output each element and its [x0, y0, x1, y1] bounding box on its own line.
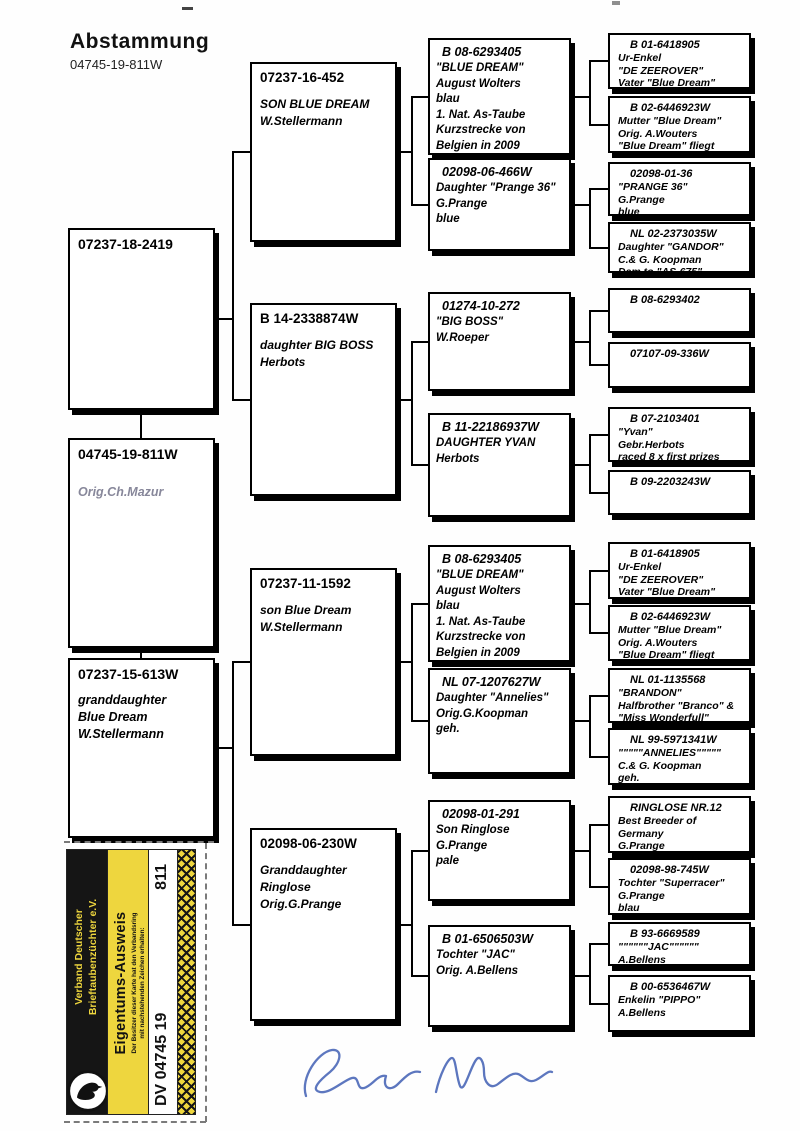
- pedigree-box-details: [610, 941, 749, 966]
- pedigree-box-details: [430, 568, 569, 661]
- pedigree-text-line: Vater "Blue Dream": [618, 77, 716, 89]
- pedigree-box-g4-5: [608, 288, 751, 333]
- pedigree-box-details: [610, 115, 749, 153]
- pedigree-text-line: Kurzstrecke von: [436, 631, 526, 643]
- connector-line: [412, 603, 428, 605]
- ring-number: NL 99-5971341W: [630, 734, 717, 746]
- ring-number: 02098-01-36: [630, 168, 693, 180]
- pedigree-text-line: A.Bellens: [618, 953, 666, 966]
- pedigree-box-details: [610, 181, 749, 219]
- card-ring-panel: [149, 850, 177, 1114]
- pedigree-text-line: Orig. A.Wouters: [618, 636, 698, 649]
- pedigree-box-g3-7: [428, 800, 571, 901]
- pedigree-text-line: "PRANGE 36": [618, 181, 688, 193]
- pedigree-box-g2-2: [250, 303, 397, 496]
- ring-number: B 01-6506503W: [442, 932, 534, 946]
- pedigree-box-g4-15: [608, 922, 751, 966]
- pedigree-box-g3-6: [428, 668, 571, 774]
- pedigree-text-line: Mutter "Blue Dream": [618, 115, 722, 127]
- pedigree-text-line: """"""JAC"""""": [618, 941, 699, 953]
- connector-line: [232, 151, 234, 401]
- connector-line: [412, 720, 428, 722]
- connector-line: [411, 603, 413, 722]
- ring-number: 01274-10-272: [442, 299, 520, 313]
- connector-line: [233, 151, 250, 153]
- connector-line: [590, 124, 608, 126]
- card-title-panel: [107, 850, 149, 1114]
- connector-line: [411, 96, 413, 206]
- pedigree-box-g3-1: [428, 38, 571, 155]
- pedigree-box-details: [252, 862, 395, 913]
- pedigree-text-line: daughter BIG BOSS: [260, 338, 374, 352]
- pedigree-box-g4-4: [608, 222, 751, 278]
- pedigree-box-g3-4: [428, 413, 571, 517]
- pedigree-box-g4-8: [608, 470, 751, 515]
- connector-line: [411, 850, 413, 977]
- connector-line: [590, 364, 608, 366]
- pedigree-text-line: Ur-Enkel: [618, 52, 662, 64]
- connector-line: [233, 399, 250, 401]
- connector-line: [590, 632, 608, 634]
- pedigree-box-details: [610, 241, 749, 279]
- ring-number: 07107-09-336W: [630, 348, 709, 360]
- connector-line: [571, 603, 590, 605]
- connector-line: [412, 975, 428, 977]
- connector-line: [571, 464, 590, 466]
- pedigree-text-line: August Wolters: [436, 584, 521, 597]
- ring-number: 07237-11-1592: [260, 576, 351, 591]
- connector-line: [140, 648, 142, 658]
- pedigree-text-line: A.Bellens: [618, 1006, 666, 1019]
- ring-number: NL 02-2373035W: [630, 228, 717, 240]
- pedigree-text-line: Gebr.Herbots: [618, 438, 685, 451]
- ring-number: B 08-6293405: [442, 45, 522, 59]
- pedigree-box-g2-1: [250, 62, 397, 242]
- ring-number: 02098-01-291: [442, 807, 520, 821]
- pedigree-box-g4-2: [608, 96, 751, 153]
- pedigree-box-details: [610, 426, 749, 464]
- ring-number: 07237-15-613W: [78, 666, 179, 682]
- card-title: Eigentums-Ausweis: [113, 911, 129, 1055]
- connector-line: [590, 247, 608, 249]
- connector-line: [140, 410, 142, 438]
- ring-number: B 01-6418905: [630, 39, 700, 51]
- ring-number: NL 07-1207627W: [442, 675, 541, 689]
- ring-number: B 00-6536467W: [630, 981, 711, 993]
- pedigree-box-g4-7: [608, 407, 751, 462]
- connector-line: [590, 60, 608, 62]
- pedigree-text-line: "DE ZEEROVER": [618, 64, 704, 77]
- pedigree-text-line: "BLUE DREAM": [436, 569, 524, 581]
- pedigree-box-details: [430, 691, 569, 738]
- pedigree-text-line: Herbots: [260, 355, 306, 369]
- perforation-right: [205, 843, 207, 1122]
- pedigree-text-line: Orig. A.Wouters: [618, 127, 698, 140]
- pedigree-box-details: [610, 815, 749, 853]
- connector-line: [589, 570, 591, 634]
- pedigree-box-g4-13: [608, 796, 751, 853]
- pedigree-text-line: "Yvan": [618, 426, 653, 438]
- pedigree-text-line: """""ANNELIES""""": [618, 747, 721, 759]
- pedigree-box-g2-4: [250, 828, 397, 1021]
- connector-line: [590, 886, 608, 888]
- ring-number: RINGLOSE NR.12: [630, 802, 722, 814]
- pedigree-text-line: blau: [618, 902, 640, 914]
- pedigree-text-line: Ringlose: [260, 880, 311, 894]
- ring-number: 02098-98-745W: [630, 864, 709, 876]
- pedigree-text-line: G.Prange: [618, 889, 665, 902]
- ring-number: B 02-6446923W: [630, 611, 711, 623]
- signature-stroke-first-name: [305, 1050, 420, 1096]
- pedigree-text-line: blau: [436, 600, 460, 612]
- pedigree-text-line: 1. Nat. As-Taube: [436, 108, 526, 121]
- ring-number: B 93-6669589: [630, 928, 700, 940]
- ring-number-suffix: 811: [153, 864, 170, 890]
- pedigree-box-g4-12: [608, 728, 751, 785]
- connector-line: [590, 1003, 608, 1005]
- pedigree-text-line: August Wolters: [436, 77, 521, 90]
- pedigree-box-g4-9: [608, 542, 751, 599]
- pedigree-text-line: Belgien in 2009: [436, 646, 520, 659]
- pedigree-text-line: geh.: [436, 723, 460, 735]
- pedigree-text-line: "BIG BOSS": [436, 316, 504, 328]
- pedigree-text-line: granddaughter: [78, 693, 167, 707]
- pedigree-box-details: [430, 61, 569, 154]
- connector-line: [590, 824, 608, 826]
- pedigree-box-details: [430, 181, 569, 228]
- connector-line: [590, 492, 608, 494]
- ring-number: B 08-6293402: [630, 294, 700, 306]
- ring-number: B 02-6446923W: [630, 102, 711, 114]
- pedigree-text-line: Tochter "Superracer": [618, 877, 725, 889]
- connector-line: [215, 747, 233, 749]
- connector-line: [397, 661, 412, 663]
- pedigree-text-line: Granddaughter: [260, 863, 347, 877]
- pedigree-text-line: G.Prange: [618, 193, 665, 206]
- pedigree-box-g4-1: [608, 33, 751, 89]
- connector-line: [590, 188, 608, 190]
- connector-line: [397, 924, 412, 926]
- pedigree-text-line: Ur-Enkel: [618, 561, 662, 573]
- pedigree-text-line: Orig.G.Koopman: [436, 707, 528, 720]
- ring-number: 07237-18-2419: [78, 236, 173, 252]
- pedigree-box-g1-2: [68, 438, 215, 648]
- connector-line: [397, 151, 412, 153]
- connector-line: [589, 695, 591, 758]
- connector-line: [571, 96, 590, 98]
- connector-line: [412, 850, 428, 852]
- pedigree-text-line: Orig. A.Bellens: [436, 964, 519, 977]
- owner-signature: [280, 1035, 570, 1115]
- connector-line: [589, 943, 591, 1005]
- page-title: Abstammung: [70, 30, 210, 53]
- ring-number: NL 01-1135568: [630, 674, 706, 686]
- pedigree-text-line: W.Stellermann: [260, 114, 343, 128]
- pedigree-box-details: [610, 624, 749, 662]
- pedigree-text-line: Mutter "Blue Dream": [618, 624, 722, 636]
- connector-line: [589, 824, 591, 888]
- pedigree-text-line: Dam to "AS-675": [618, 266, 703, 278]
- pedigree-text-line: geh.: [618, 772, 640, 784]
- pedigree-text-line: DAUGHTER YVAN: [436, 437, 536, 449]
- connector-line: [571, 720, 590, 722]
- pedigree-text-line: G.Prange: [436, 197, 488, 210]
- card-guilloche-strip: [177, 850, 195, 1114]
- pedigree-box-details: [610, 52, 749, 90]
- pedigree-text-line: G.Prange: [618, 840, 665, 852]
- pedigree-box-details: [610, 561, 749, 599]
- pedigree-text-line: "Miss Wonderfull": [618, 712, 709, 724]
- scan-artifact: [182, 7, 193, 10]
- pedigree-box-g3-3: [428, 292, 571, 391]
- pedigree-text-line: G.Prange: [436, 839, 488, 852]
- signature-stroke-last-name: [436, 1058, 552, 1092]
- pedigree-box-details: [610, 877, 749, 915]
- connector-line: [589, 60, 591, 126]
- pedigree-text-line: son Blue Dream: [260, 603, 352, 617]
- connector-line: [590, 756, 608, 758]
- pedigree-text-line: Daughter "Prange 36": [436, 182, 556, 194]
- ring-number: 07237-16-452: [260, 70, 345, 85]
- card-note-line1: Der Besitzer dieser Karte hat den Verbandsring: [131, 912, 138, 1054]
- connector-line: [590, 570, 608, 572]
- ring-number: B 08-6293405: [442, 552, 522, 566]
- connector-line: [571, 850, 590, 852]
- pedigree-text-line: Son Ringlose: [436, 824, 510, 836]
- pedigree-text-line: "Blue Dream" fliegt: [618, 140, 715, 152]
- connector-line: [233, 661, 250, 663]
- pedigree-text-line: C.& G. Koopman: [618, 759, 702, 772]
- pedigree-text-line: blue: [436, 213, 460, 225]
- page-subtitle: 04745-19-811W: [70, 57, 163, 72]
- pigeon-logo: [66, 1069, 110, 1113]
- connector-line: [412, 204, 428, 206]
- pedigree-box-details: [252, 602, 395, 636]
- pedigree-text-line: Herbots: [436, 452, 480, 465]
- connector-line: [232, 661, 234, 926]
- ring-number-main: DV 04745 19: [153, 1012, 170, 1106]
- pedigree-text-line: Best Breeder of: [618, 815, 697, 827]
- pedigree-box-g4-3: [608, 162, 751, 216]
- pedigree-text-line: Blue Dream: [78, 710, 148, 724]
- pedigree-text-line: Kurzstrecke von: [436, 124, 526, 136]
- pedigree-text-line: Enkelin "PIPPO": [618, 994, 701, 1006]
- connector-line: [590, 943, 608, 945]
- connector-line: [590, 695, 608, 697]
- pedigree-text-line: "BRANDON": [618, 687, 682, 699]
- connector-line: [589, 188, 591, 249]
- connector-line: [590, 434, 608, 436]
- ring-number: B 01-6418905: [630, 548, 700, 560]
- ring-number: B 07-2103401: [630, 413, 700, 425]
- pedigree-text-line: blue: [618, 206, 640, 218]
- pedigree-text-line: Halfbrother "Branco" &: [618, 699, 735, 712]
- pedigree-text-line: C.& G. Koopman: [618, 253, 702, 266]
- pedigree-text-line: Belgien in 2009: [436, 139, 520, 152]
- pedigree-box-details: [430, 315, 569, 346]
- pedigree-text-line: "DE ZEEROVER": [618, 573, 704, 586]
- pedigree-box-g3-2: [428, 158, 571, 251]
- pedigree-text-line: Orig.Ch.Mazur: [78, 485, 164, 499]
- pedigree-box-g4-6: [608, 342, 751, 388]
- pedigree-box-details: [70, 692, 213, 743]
- pedigree-text-line: "Blue Dream" fliegt: [618, 649, 715, 661]
- card-note-line2: mit nachstehenden Zeichen erhalten:: [139, 927, 146, 1039]
- card-ring-number: [153, 856, 171, 1110]
- perforation-top: [64, 841, 214, 843]
- pedigree-box-g1-1: [68, 228, 215, 410]
- pedigree-box-details: [610, 747, 749, 785]
- ring-number: 02098-06-230W: [260, 836, 357, 851]
- association-name-line1: Verband Deutscher: [73, 909, 85, 1005]
- card-association-panel: [67, 850, 107, 1114]
- pedigree-text-line: Daughter "GANDOR": [618, 241, 724, 253]
- pedigree-box-g4-14: [608, 858, 751, 915]
- scan-artifact: [612, 1, 620, 5]
- connector-line: [589, 434, 591, 494]
- connector-line: [412, 341, 428, 343]
- pedigree-text-line: "BLUE DREAM": [436, 62, 524, 74]
- connector-line: [571, 204, 590, 206]
- pedigree-box-details: [430, 948, 569, 979]
- ownership-card: [66, 849, 196, 1115]
- ring-number: B 11-22186937W: [442, 420, 540, 434]
- pedigree-box-g2-3: [250, 568, 397, 756]
- connector-line: [411, 341, 413, 466]
- pedigree-text-line: Orig.G.Prange: [260, 897, 342, 911]
- pedigree-box-g4-16: [608, 975, 751, 1032]
- pedigree-text-line: W.Stellermann: [78, 727, 164, 741]
- pedigree-box-g4-11: [608, 668, 751, 723]
- association-name-line2: Brieftaubenzüchter e.V.: [87, 898, 99, 1016]
- pedigree-box-g3-8: [428, 925, 571, 1027]
- pedigree-box-details: [430, 823, 569, 870]
- ring-number: 04745-19-811W: [78, 446, 178, 462]
- pedigree-box-details: [252, 96, 395, 130]
- connector-line: [589, 310, 591, 366]
- pedigree-box-g1-3: [68, 658, 215, 838]
- connector-line: [397, 399, 412, 401]
- pedigree-text-line: Tochter "JAC": [436, 949, 515, 961]
- pedigree-text-line: raced 8 x first prizes: [618, 451, 720, 463]
- ring-number: B 14-2338874W: [260, 311, 359, 326]
- pedigree-text-line: SON BLUE DREAM: [260, 97, 370, 111]
- pedigree-text-line: 1. Nat. As-Taube: [436, 615, 526, 628]
- connector-line: [590, 310, 608, 312]
- connector-line: [571, 341, 590, 343]
- pedigree-text-line: W.Stellermann: [260, 620, 343, 634]
- connector-line: [412, 464, 428, 466]
- pedigree-box-details: [70, 484, 213, 501]
- pedigree-text-line: W.Roeper: [436, 331, 489, 344]
- pedigree-text-line: pale: [436, 855, 460, 867]
- pedigree-text-line: Germany: [618, 827, 664, 840]
- connector-line: [233, 924, 250, 926]
- pedigree-box-g3-5: [428, 545, 571, 662]
- ring-number: B 09-2203243W: [630, 476, 711, 488]
- pedigree-text-line: Daughter "Annelies": [436, 692, 549, 704]
- pedigree-box-details: [610, 687, 749, 725]
- perforation-bottom: [64, 1121, 206, 1123]
- pedigree-box-g4-10: [608, 605, 751, 661]
- pedigree-box-details: [252, 337, 395, 371]
- pedigree-text-line: Vater "Blue Dream": [618, 586, 716, 598]
- pedigree-text-line: blau: [436, 93, 460, 105]
- connector-line: [412, 96, 428, 98]
- connector-line: [571, 975, 590, 977]
- pedigree-box-details: [610, 994, 749, 1019]
- pedigree-box-details: [430, 436, 569, 467]
- ring-number: 02098-06-466W: [442, 165, 532, 179]
- connector-line: [215, 318, 233, 320]
